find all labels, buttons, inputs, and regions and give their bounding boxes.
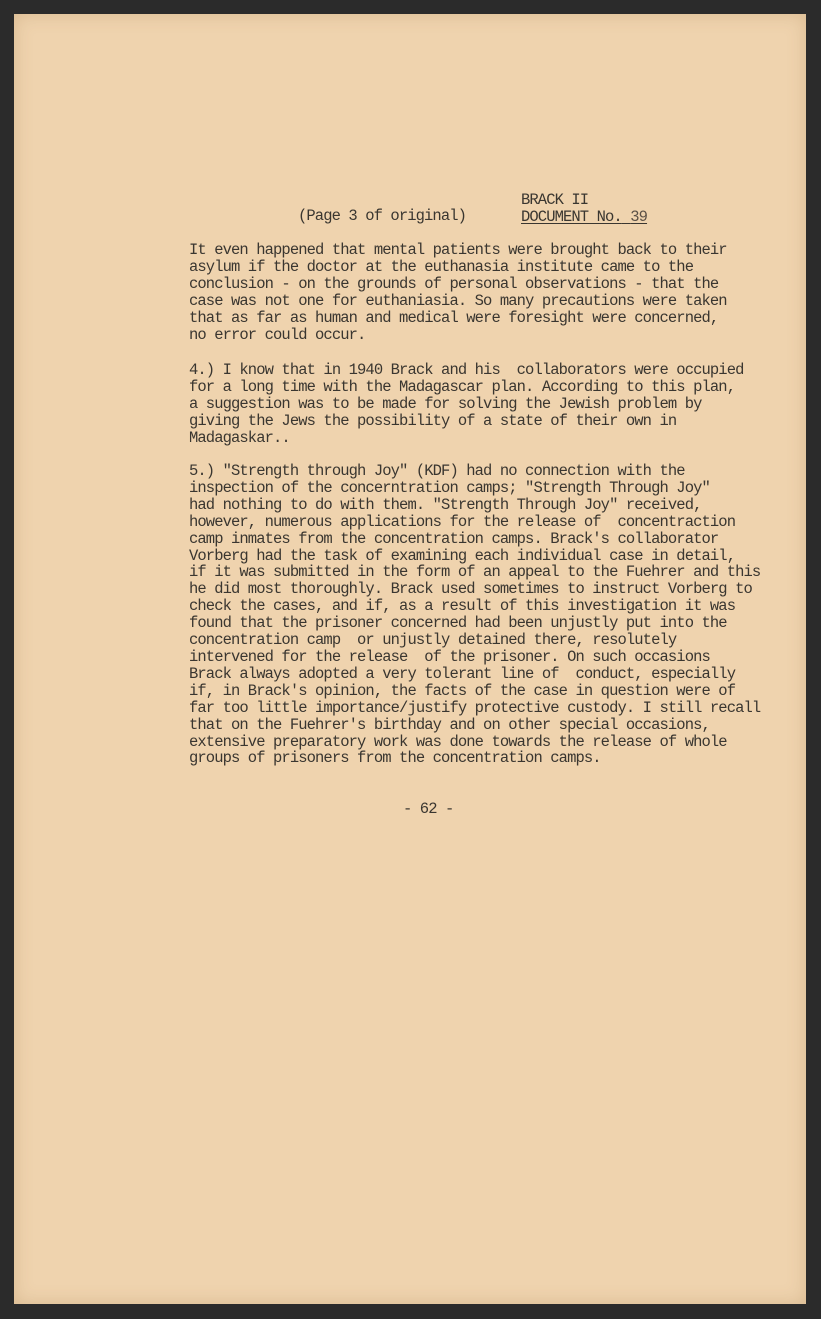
text-line: concentration camp or unjustly detained there, resolutely	[189, 631, 677, 650]
text-line: inspection of the concerntration camps; "Strength Through Joy"	[189, 478, 710, 497]
original-page-label: (Page 3 of original)	[298, 207, 467, 225]
document-number-label: DOCUMENT No.	[521, 208, 622, 226]
text-line: conclusion - on the grounds of personal observations - that the	[189, 274, 719, 293]
document-number-line	[521, 209, 647, 226]
text-line: for a long time with the Madagascar plan. According to this plan,	[189, 377, 736, 396]
text-line: case was not one for euthaniasia. So many precautions were taken	[189, 291, 727, 310]
text-line: asylum if the doctor at the euthanasia institute came to the	[189, 257, 694, 276]
text-line: check the cases, and if, as a result of this investigation it was	[189, 597, 736, 616]
text-line: groups of prisoners from the concentration camps.	[189, 749, 601, 768]
document-number: 39	[630, 208, 648, 226]
text-line: It even happened that mental patients were brought back to their	[189, 241, 727, 259]
page-number: - 62 -	[403, 800, 454, 818]
text-line: extensive preparatory work was done towards the release of whole	[189, 732, 727, 751]
paragraph-strength-through-joy	[189, 463, 760, 767]
defendant-label: BRACK II	[521, 191, 589, 209]
text-line: 4.) I know that in 1940 Brack and his collaborators were occupied	[189, 361, 744, 379]
text-line: no error could occur.	[189, 325, 366, 344]
text-line: camp inmates from the concentration camps. Brack's collaborator	[189, 529, 719, 548]
text-line: if, in Brack's opinion, the facts of the case in question were of	[189, 681, 736, 700]
text-line: that as far as human and medical were foresight were concerned,	[189, 308, 719, 327]
text-line: intervened for the release of the prisoner. On such occasions	[189, 647, 710, 666]
text-line: that on the Fuehrer's birthday and on other special occasions,	[189, 715, 710, 734]
paragraph-madagascar-plan	[189, 362, 744, 447]
text-line: had nothing to do with them. "Strength Through Joy" received,	[189, 495, 702, 514]
text-line: however, numerous applications for the release of concentraction	[189, 512, 736, 531]
document-reference	[521, 192, 647, 226]
text-line: Madagaskar..	[189, 428, 290, 447]
text-line: found that the prisoner concerned had been unjustly put into the	[189, 614, 727, 633]
paragraph-euthanasia-precautions	[189, 242, 727, 343]
text-line: far too little importance/justify protective custody. I still recall	[189, 698, 761, 717]
text-line: a suggestion was to be made for solving the Jewish problem by	[189, 394, 702, 413]
text-line: Vorberg had the task of examining each individual case in detail,	[189, 546, 736, 565]
text-line: 5.) "Strength through Joy" (KDF) had no connection with the	[189, 462, 685, 480]
text-line: he did most thoroughly. Brack used sometimes to instruct Vorberg to	[189, 580, 752, 599]
text-line: if it was submitted in the form of an appeal to the Fuehrer and this	[189, 563, 761, 582]
text-line: Brack always adopted a very tolerant line of conduct, especially	[189, 664, 736, 683]
text-line: giving the Jews the possibility of a state of their own in	[189, 411, 677, 430]
